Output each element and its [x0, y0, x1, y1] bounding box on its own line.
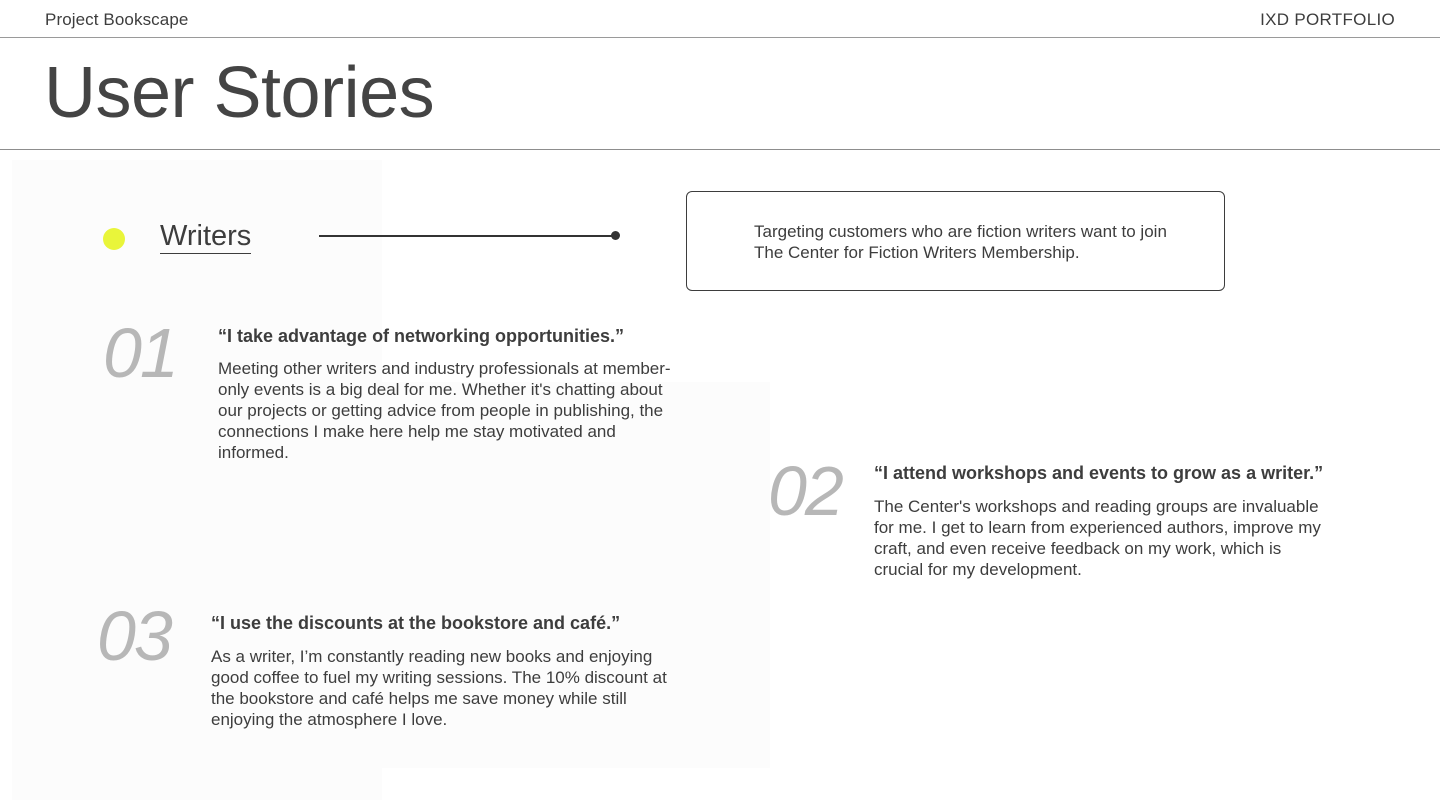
story-body: Meeting other writers and industry professionals at member-only events is a big deal for me. Whether it's chatting about our projects or getting advice from people in publishing, the connections I make here help me stay motivated and informed.	[218, 359, 671, 462]
story-body: The Center's workshops and reading groups are invaluable for me. I get to learn from experienced authors, improve my craft, and even receive feedback on my work, which is crucial for my development.	[874, 497, 1321, 579]
connector-dot	[611, 231, 620, 240]
segment-description-box	[686, 191, 1225, 291]
story-number: 01	[103, 314, 177, 392]
story-quote: “I attend workshops and events to grow as a writer.”	[874, 463, 1324, 483]
connector-line	[319, 235, 613, 237]
story-number: 02	[768, 452, 842, 530]
portfolio-label: IXD PORTFOLIO	[1260, 10, 1395, 29]
story-number: 03	[97, 597, 171, 675]
page-title: User Stories	[44, 53, 435, 133]
segment-label: Writers	[160, 220, 252, 252]
story-quote: “I use the discounts at the bookstore and café.”	[211, 613, 621, 633]
title-divider	[0, 149, 1440, 150]
segment-dot	[103, 228, 125, 250]
story-quote: “I take advantage of networking opportunities.”	[218, 326, 625, 346]
top-bar	[0, 0, 1440, 38]
story-body: As a writer, I’m constantly reading new books and enjoying good coffee to fuel my writing sessions. The 10% discount at the bookstore and café helps me save money while still enjoying the atmosphere I love.	[211, 647, 667, 729]
segment-description: Targeting customers who are fiction writers want to join The Center for Fiction Writers Membership.	[754, 222, 1167, 262]
project-name: Project Bookscape	[45, 10, 189, 29]
